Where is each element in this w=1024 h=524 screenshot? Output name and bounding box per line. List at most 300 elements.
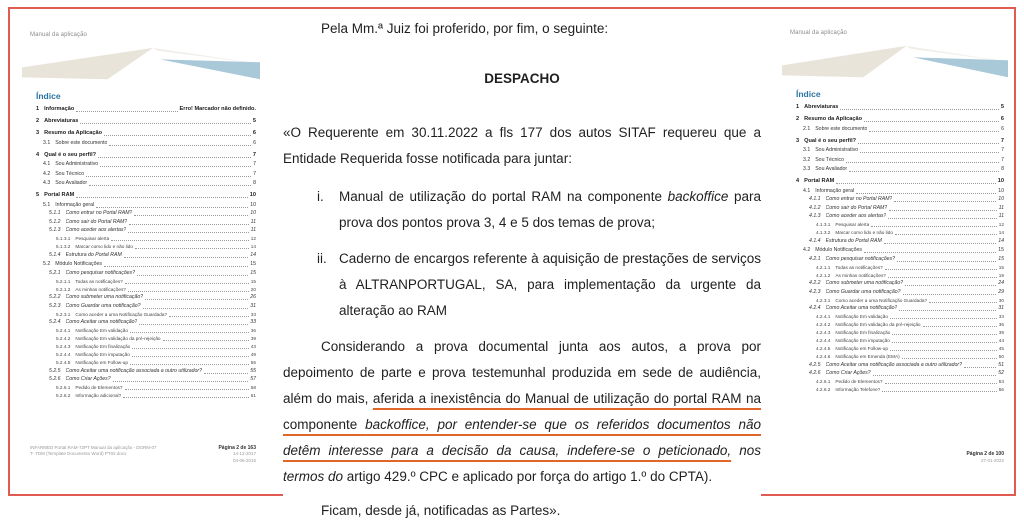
toc-entry-page: 10 [997,178,1004,184]
toc-entry-label: Sobre este documento [55,139,108,146]
toc-entry-page: 53 [998,379,1004,384]
toc-leader-dots [903,294,997,295]
toc-entry-page: 50 [998,354,1004,359]
toc-leader-dots [80,123,251,124]
toc-leader-dots [871,226,997,227]
toc-entry-number: 4.1.2 [809,204,821,211]
toc-entry [796,362,1004,369]
toc-entry [36,171,256,178]
toc-entry-number: 5.1.1 [49,210,61,216]
toc-entry [36,270,256,277]
toc-entry [36,294,256,301]
toc-leader-dots [929,302,997,303]
toc-leader-dots [895,234,997,235]
footer-date: 04-06-2015 [232,457,256,463]
toc-entry-number: 4.2.4.2 [816,322,831,327]
toc-entry [36,243,256,250]
toc-leader-dots [836,183,995,184]
toc-entry [36,180,256,187]
toc-entry [796,157,1004,164]
toc-entry [796,116,1004,123]
toc-entry-number: 1 [796,104,800,110]
toc-entry-page: 49 [250,352,256,357]
toc-entry-label: Notificação Em imputação [75,352,130,357]
toc-entry [796,297,1004,304]
toc-entry-number: 4.1 [803,187,811,194]
toc-entry-label: Pesquisar alerta [835,222,870,227]
toc-entry [36,118,256,125]
toc-entry [36,140,256,147]
toc-leader-dots [104,266,248,267]
toc-entry-page: 26 [250,294,256,300]
text-segment: Caderno de encargos referente à aquisição de prestações de serviços à ALTRANPORTUGAL, SA, para implementação da urgente da alteração ao RAM [339,251,761,318]
toc-entry-label: Informação [44,106,75,112]
toc-entry-number: 5.1.3 [49,227,61,233]
toc-entry-number: 4.1.3.2 [816,230,831,235]
paragraph-considerando [283,334,761,490]
toc-entry-page: 7 [1001,156,1004,163]
toc-entry [796,213,1004,220]
toc-entry-page: 14 [250,244,256,249]
toc-entry-label: Notificação Em imputação [835,338,890,343]
toc-entry-page: 52 [998,370,1004,376]
toc-entry-number: 4.2.5 [809,361,821,368]
toc-entry-label: As minhas notificações? [835,272,886,278]
toc-entry-number: 4.2.1 [809,255,821,262]
toc-entry-number: 4.2.6 [809,370,821,376]
footer-page-number: Página 2 de 163 [218,444,256,451]
toc-entry-label: Pedido de Elementos? [75,385,123,390]
toc-entry [36,210,256,217]
toc-entry-page: 10 [250,201,256,208]
header-artwork [782,43,1008,79]
toc-entry-label: Como pesquisar notificações? [825,255,896,262]
toc-entry-label: Como aceder a uma Notificação Guardada? [835,297,928,303]
toc-entry [36,130,256,137]
toc-entry-page: 7 [1001,147,1004,153]
toc-entry-number: 5.1.3.2 [56,244,71,249]
toc-entry-label: Como submeter uma notificação? [65,294,144,300]
toc-entry-number: 5.2.1 [49,269,61,276]
toc-entry-page: 14 [998,230,1004,235]
toc-entry-page: 11 [998,204,1004,211]
toc-entry-page: 55 [250,367,256,374]
toc-leader-dots [890,350,997,351]
toc-entry-page: 12 [250,236,256,241]
toc-entry [796,104,1004,111]
toc-entry-number: 4.2.6.1 [816,379,831,384]
toc-entry-label: Como Aceitar uma notificação? [825,305,898,311]
toc-leader-dots [882,391,996,392]
toc-entry [36,335,256,342]
toc-entry-number: 5.1.3.1 [56,236,71,241]
toc-entry-page: 6 [1000,116,1004,122]
toc-entry-page: 14 [998,237,1004,244]
toc-entry-page: 10 [250,210,256,216]
toc-entry-number: 5.2.4.2 [56,336,71,341]
toc-entry [36,235,256,242]
toc-entry [796,238,1004,245]
toc-entry-number: 2.1 [803,125,811,132]
page-footer [790,451,1004,464]
toc-entry [796,378,1004,385]
toc-entry-number: 5.2.6.1 [56,385,71,390]
toc-entry-page: 6 [1001,125,1004,132]
toc-leader-dots [125,389,249,390]
toc-entry-page: 36 [998,322,1004,327]
toc-entry-number: 5.2.3 [49,302,61,309]
toc-entry-number: 4.2.4 [809,305,821,311]
toc-entry-label: Sou Técnico [815,156,844,163]
toc-leader-dots [846,162,999,163]
toc-entry [36,202,256,209]
despacho-heading: DESPACHO [484,71,560,86]
toc-leader-dots [89,185,251,186]
toc-entry-label: Como Guardar uma notificação? [825,288,901,295]
toc-entry-number: 3.1 [43,139,51,146]
toc-leader-dots [130,332,249,333]
toc-leader-dots [204,373,248,374]
toc-entry-number: 4.2.4.5 [816,346,831,351]
toc-entry [796,272,1004,279]
toc-entry-number: 4.2 [803,247,811,253]
toc-entry-page: 12 [998,222,1004,227]
toc-entry-number: 5.2.6.2 [56,393,71,398]
toc-entry-label: Informação Telefone? [835,387,881,392]
toc-entry [796,280,1004,287]
toc-entry-page: 39 [250,336,256,341]
toc-entry-number: 5 [36,192,40,198]
toc-leader-dots [111,240,249,241]
toc-entry-label: Portal RAM [44,192,75,198]
toc-entry-number: 4.2.6.2 [816,387,831,392]
toc-entry-page: 7 [252,151,256,158]
toc-entry-number: 5.2.3.1 [56,311,71,317]
toc-entry-page: 5 [1000,104,1004,110]
toc-entry-label: Marcar como lido e não lido [75,244,133,249]
toc-entry-label: Estrutura do Portal RAM [65,251,122,258]
list-marker: ii. [317,251,327,266]
toc-entry-page: 6 [252,130,256,136]
toc-entry-label: Módulo Notificações [815,247,862,253]
toc-entry [796,264,1004,271]
toc-entry-page: 30 [998,297,1004,303]
toc-leader-dots [873,375,997,376]
toc-entry-page: 29 [998,288,1004,295]
toc-leader-dots [123,397,249,398]
toc-entry-page: 15 [998,264,1004,270]
toc-entry-page: 15 [250,278,256,284]
toc-leader-dots [128,291,249,292]
toc-entry-label: Como Aceitar uma notificação associada a outro utilizador? [65,367,203,374]
toc-entry [36,219,256,226]
toc-entry-page: 45 [998,346,1004,351]
toc-entry [36,359,256,366]
list-item-ii [283,246,761,324]
toc-entry-page: 10 [249,192,256,198]
toc-leader-dots [98,157,251,158]
toc-entry-page: 8 [253,180,256,186]
toc-entry-label: Pesquisar alerta [75,236,110,241]
toc-entry [36,261,256,268]
footer-date: 14-12-2017 [232,451,256,456]
toc-entry-label: Sou Administrativo [55,161,99,167]
footer-page-info [966,451,1004,464]
toc-entry-number: 5.2.4.3 [56,344,71,349]
toc-leader-dots [888,277,997,278]
toc-leader-dots [923,326,997,327]
toc-entry-label: Como aceder a uma Notificação Guardada? [75,311,168,317]
text-segment: artigo 429.º CPC e aplicado por força do artigo 1.º do CPTA). [343,469,713,484]
toc-entry-page: 19 [998,272,1004,278]
toc-leader-dots [860,152,999,153]
toc-entry-page: 39 [998,330,1004,335]
text-segment: aferida a inexistência do Manual de utilização do portal RAM na componente [283,391,761,432]
toc-leader-dots [86,176,251,177]
toc-entry [36,343,256,350]
toc-entry [36,351,256,358]
footer-date: 27-01-2022 [980,457,1004,463]
toc-entry-page: 43 [250,344,256,349]
toc-entry-number: 5.2.5 [49,367,61,374]
toc-entry-label: Notificação Em validação da pré-rejeição [75,336,161,341]
toc-leader-dots [132,348,248,349]
toc-entry [796,370,1004,377]
toc-entry-page: 57 [250,376,256,382]
toc-entry-label: Sou Técnico [55,170,84,177]
toc-entry-label: Todas as notificações? [75,278,123,284]
toc-entry [36,192,256,199]
toc-entry-number: 5.2.1.1 [56,278,71,284]
toc-entry-page: 5 [252,118,256,124]
toc-entry-page: 6 [253,139,256,146]
toc-entry-label: Pedido de Elementos? [835,379,883,384]
toc-entry-label: Qual é o seu perfil? [44,151,97,158]
toc-entry [796,229,1004,236]
toc-leader-dots [897,261,996,262]
toc-entry [796,321,1004,328]
toc-entry [36,152,256,159]
toc-entry-page: 61 [250,393,256,398]
toc-leader-dots [899,310,996,311]
toc-entry-page: 36 [250,328,256,333]
toc-leader-dots [885,383,997,384]
toc-entry-label: Notificação Em validação [75,328,128,333]
toc-leader-dots [139,324,248,325]
toc-entry-number: 5.1.2 [49,218,61,225]
toc-entry-number: 5.2.4 [49,319,61,325]
toc-leader-dots [76,197,247,198]
toc-entry-number: 3 [796,137,800,144]
toc-page-left [22,14,260,480]
toc-leader-dots [964,367,996,368]
toc-entry [36,327,256,334]
toc-entry-label: Todas as notificações? [835,264,883,270]
toc-entry-label: Como pesquisar notificações? [65,269,136,276]
toc-leader-dots [104,135,251,136]
toc-entry-label: Como submeter uma notificação? [825,280,904,286]
toc-entry-page: 31 [250,302,256,309]
text-segment: nos termos do [283,443,761,484]
text-segment: Manual de utilização do portal RAM na componente [339,189,668,204]
toc-entry [36,368,256,375]
toc-entry-page: 20 [250,286,256,292]
toc-entry-page: 44 [998,338,1004,343]
toc-entry-page: 31 [998,305,1004,311]
toc-leader-dots [135,248,249,249]
toc-leader-dots [884,243,996,244]
paragraph-requerente [283,120,761,172]
toc-entry-number: 1 [36,106,40,112]
toc-entry-page: 7 [253,161,256,167]
toc-entry-label: Resumo da Aplicação [804,116,863,122]
toc-leader-dots [134,215,248,216]
toc-entry-label: Notificação em Follow-up [75,360,128,365]
toc-leader-dots [888,218,996,219]
toc-leader-dots [76,111,177,112]
text-segment [731,443,739,458]
toc-leader-dots [169,316,249,317]
toc-leader-dots [864,121,999,122]
page-header-label: Manual da aplicação [790,30,847,36]
toc-entry-label: Notificação Em validação [835,314,888,319]
toc-entry-page: 11 [250,218,256,225]
toc-entry-number: 3.2 [803,156,811,163]
toc-leader-dots [128,232,248,233]
toc-entry-page: Erro! Marcador não definido. [179,106,256,112]
toc-entry-number: 4.2.3.1 [816,297,831,303]
paragraph-ficam [283,498,761,524]
toc-entry-label: Como Criar Ações? [825,370,871,376]
toc-entry-label: Como Criar Ações? [65,376,111,382]
toc-entry-number: 5.2.2 [49,294,61,300]
toc-entry-label: Informação geral [815,187,855,194]
toc-entry [796,289,1004,296]
toc-entry [36,252,256,259]
toc-leader-dots [100,166,251,167]
toc-entry-page: 15 [250,269,256,276]
toc-entry-page: 56 [998,387,1004,392]
toc-entry [796,345,1004,352]
page-footer [30,445,256,465]
toc-entry-number: 5.2.6 [49,376,61,382]
toc-entry-label: Sobre este documento [815,125,868,132]
toc-entry [36,227,256,234]
toc-entry-number: 4.1.1 [809,196,821,202]
toc-entry-page: 14 [250,251,256,258]
toc-list [796,104,1004,393]
toc-entry-number: 3 [36,130,40,136]
toc-entry [796,126,1004,133]
list-item-i-text [339,184,761,236]
toc-entry-page: 24 [998,280,1004,286]
toc-entry-label: Como Guardar uma notificação? [65,302,141,309]
toc-entry-label: Como aceder aos alertas? [825,213,887,219]
toc-leader-dots [869,131,999,132]
footer-doc-info [30,445,156,465]
toc-entry-label: Estrutura do Portal RAM [825,237,882,244]
toc-leader-dots [858,143,999,144]
toc-entry-page: 33 [998,314,1004,319]
toc-entry-number: 5.2.1.2 [56,286,71,292]
toc-entry-number: 5.2 [43,261,51,267]
toc-entry [36,392,256,399]
toc-entry-number: 5.2.4.1 [56,328,71,333]
text-segment: «O Requerente em 30.11.2022 a fls 177 dos autos SITAF requereu que a Entidade Requerida fosse notificada para juntar: [283,125,761,166]
toc-entry-number: 5.1 [43,201,51,208]
toc-entry [796,256,1004,263]
toc-entry-label: Qual é o seu perfil? [804,137,857,144]
footer-template-ref: T- TDM (Template Documento Word) PT02.docx [30,451,127,456]
toc-entry-number: 4.2.1.1 [816,264,831,270]
toc-entry [796,305,1004,312]
toc-entry-page: 33 [250,319,256,325]
footer-page-info [218,445,256,465]
toc-entry-page: 11 [998,213,1004,219]
toc-entry-label: Abreviaturas [44,118,79,124]
toc-entry-number: 4.2.4.1 [816,314,831,319]
toc-leader-dots [890,318,997,319]
toc-entry-number: 4.2 [43,170,51,177]
toc-entry-label: Notificação Em finalização [835,330,891,335]
toc-entry-page: 15 [998,255,1004,262]
toc-entry-label: Como entrar no Portal RAM? [825,196,893,202]
toc-entry-label: Informação geral [55,201,95,208]
index-title: Índice [796,89,821,99]
despacho-page [283,16,761,524]
list-item-ii-text [339,246,761,324]
toc-page-right [782,12,1008,480]
toc-leader-dots [132,356,249,357]
toc-entry [796,313,1004,320]
toc-entry [36,286,256,293]
toc-leader-dots [885,269,997,270]
toc-entry-label: Resumo da Aplicação [44,130,103,136]
toc-entry-label: Notificação em Follow-up [835,346,888,351]
toc-entry-label: Sou Avaliador [815,166,848,172]
text-segment: para prova dos pontos prova 3, 4 e 5 dos temas de prova; [339,189,761,230]
text-segment: Considerando a prova documental junta aos autos, a prova por depoimento de parte e prova testemunhal produzida em sede de audiência, além do mais, [283,339,761,406]
list-marker: i. [317,189,324,204]
toc-entry-page: 10 [998,196,1004,202]
toc-entry-label: Como sair do Portal RAM? [825,204,888,211]
toc-entry-label: As minhas notificações? [75,286,126,292]
toc-leader-dots [129,224,248,225]
toc-entry-label: Sou Avaliador [55,180,88,186]
toc-entry-page: 55 [250,360,256,365]
toc-entry [796,147,1004,154]
text-segment: Pela Mm.ª Juiz foi proferido, por fim, o seguinte: [321,21,609,36]
toc-entry-number: 4.2.4.3 [816,330,831,335]
toc-entry-label: Informação adicional? [75,393,122,398]
toc-entry [36,311,256,318]
toc-entry-label: Abreviaturas [804,104,839,110]
toc-entry-number: 4.2.3 [809,288,821,295]
toc-leader-dots [856,193,996,194]
header-artwork [22,45,260,81]
toc-leader-dots [892,342,997,343]
toc-leader-dots [96,207,248,208]
toc-entry-page: 33 [250,311,256,317]
toc-entry-number: 3.3 [803,166,811,172]
index-title: Índice [36,91,61,101]
toc-entry-label: Como aceder aos alertas? [65,227,127,233]
toc-entry-number: 4 [796,178,800,184]
toc-entry [796,138,1004,145]
toc-entry-number: 3.1 [803,147,811,153]
toc-entry [796,196,1004,203]
toc-entry-number: 4.2.2 [809,280,821,286]
